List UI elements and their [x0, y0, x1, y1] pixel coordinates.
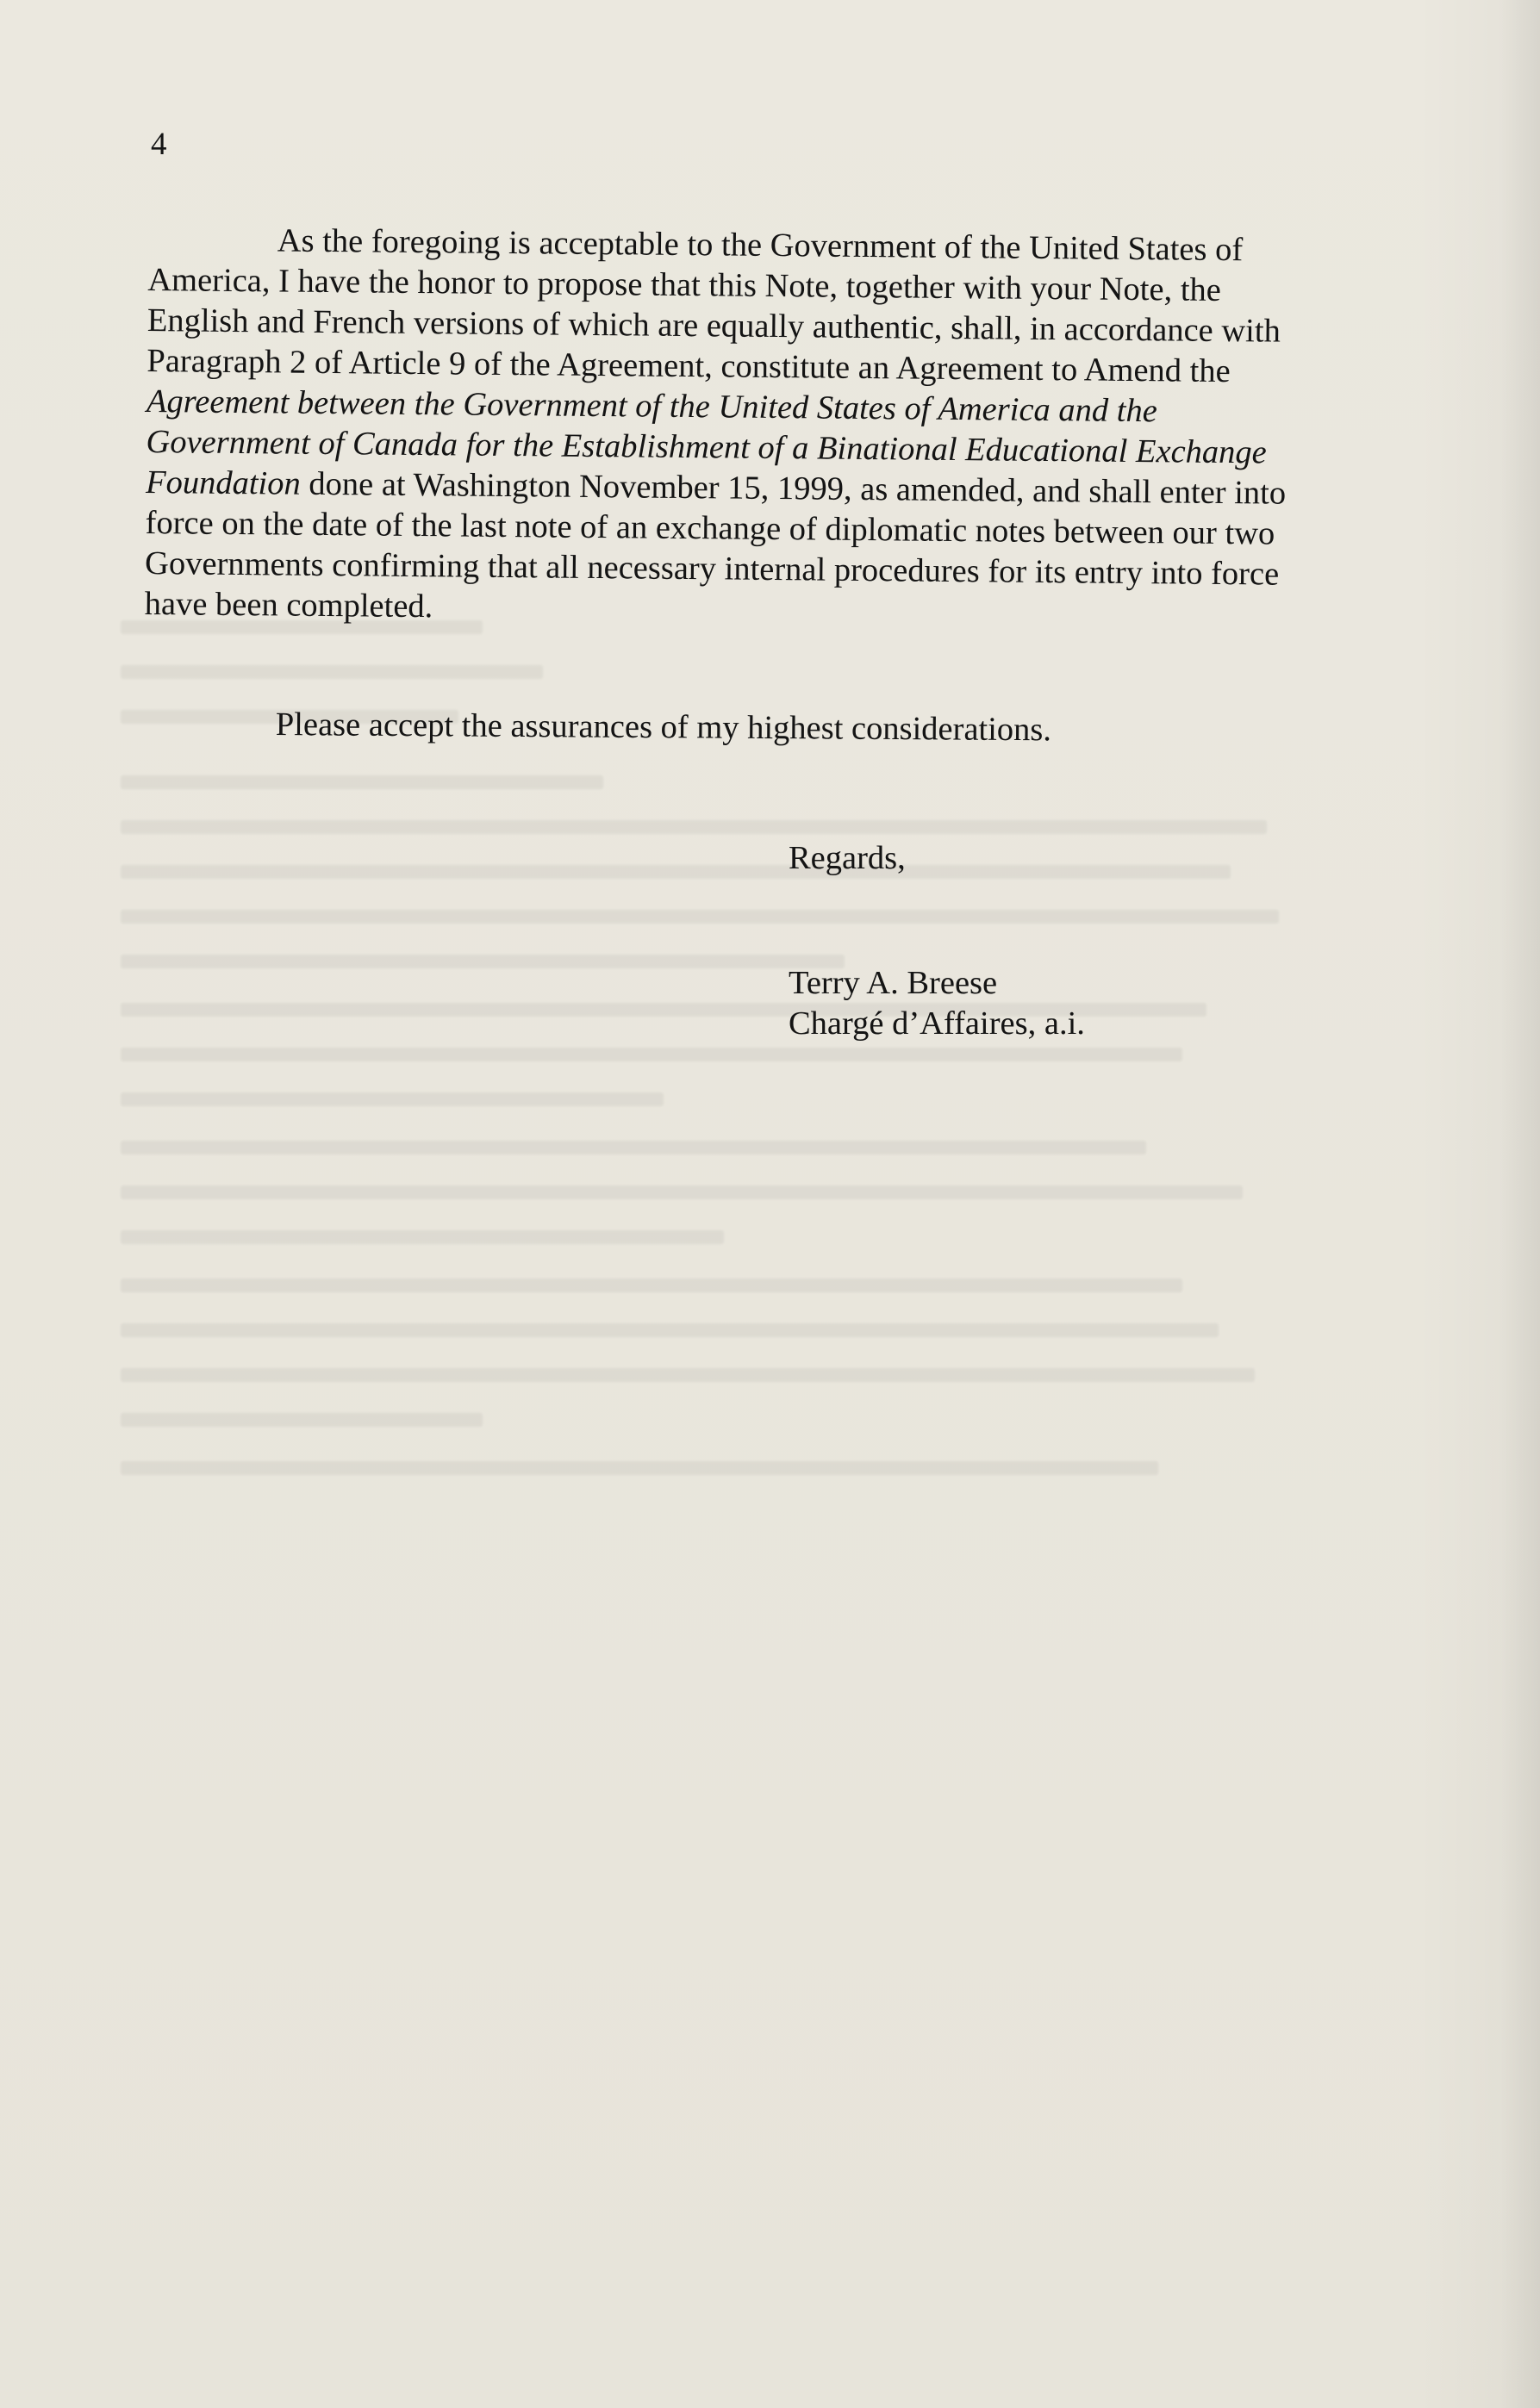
page-number: 4: [151, 127, 167, 162]
page-edge-shadow: [1500, 0, 1540, 2408]
body-tail-text: done at Washington November 15, 1999, as amended, and shall enter into force on the date of the last note of an exchange of diplomatic notes between our two Governments confirming that all necessary internal procedures for its entry into force have been completed.: [144, 465, 1287, 625]
body-paragraph: [144, 220, 1306, 636]
body-lead-text: As the foregoing is acceptable to the Government of the United States of America, I have the honor to propose that this Note, together with your Note, the English and French versions of which are equally authentic, shall, in accordance with Paragraph 2 of Article 9 of the Agreement, constitute an Agreement to Amend the: [147, 222, 1281, 390]
signoff: Regards,: [789, 840, 906, 876]
signatory-name: Terry A. Breese: [789, 965, 998, 1001]
closing-paragraph: Please accept the assurances of my highest considerations.: [275, 706, 1052, 749]
agreement-title: Agreement between the Government of the United States of America and the Government of Canada for the Establishment of a Binational Educational Exchange Foundation: [145, 383, 1267, 502]
signatory-title: Chargé d’Affaires, a.i.: [789, 1005, 1085, 1042]
reverse-side-bleed-through: [121, 620, 1327, 1913]
